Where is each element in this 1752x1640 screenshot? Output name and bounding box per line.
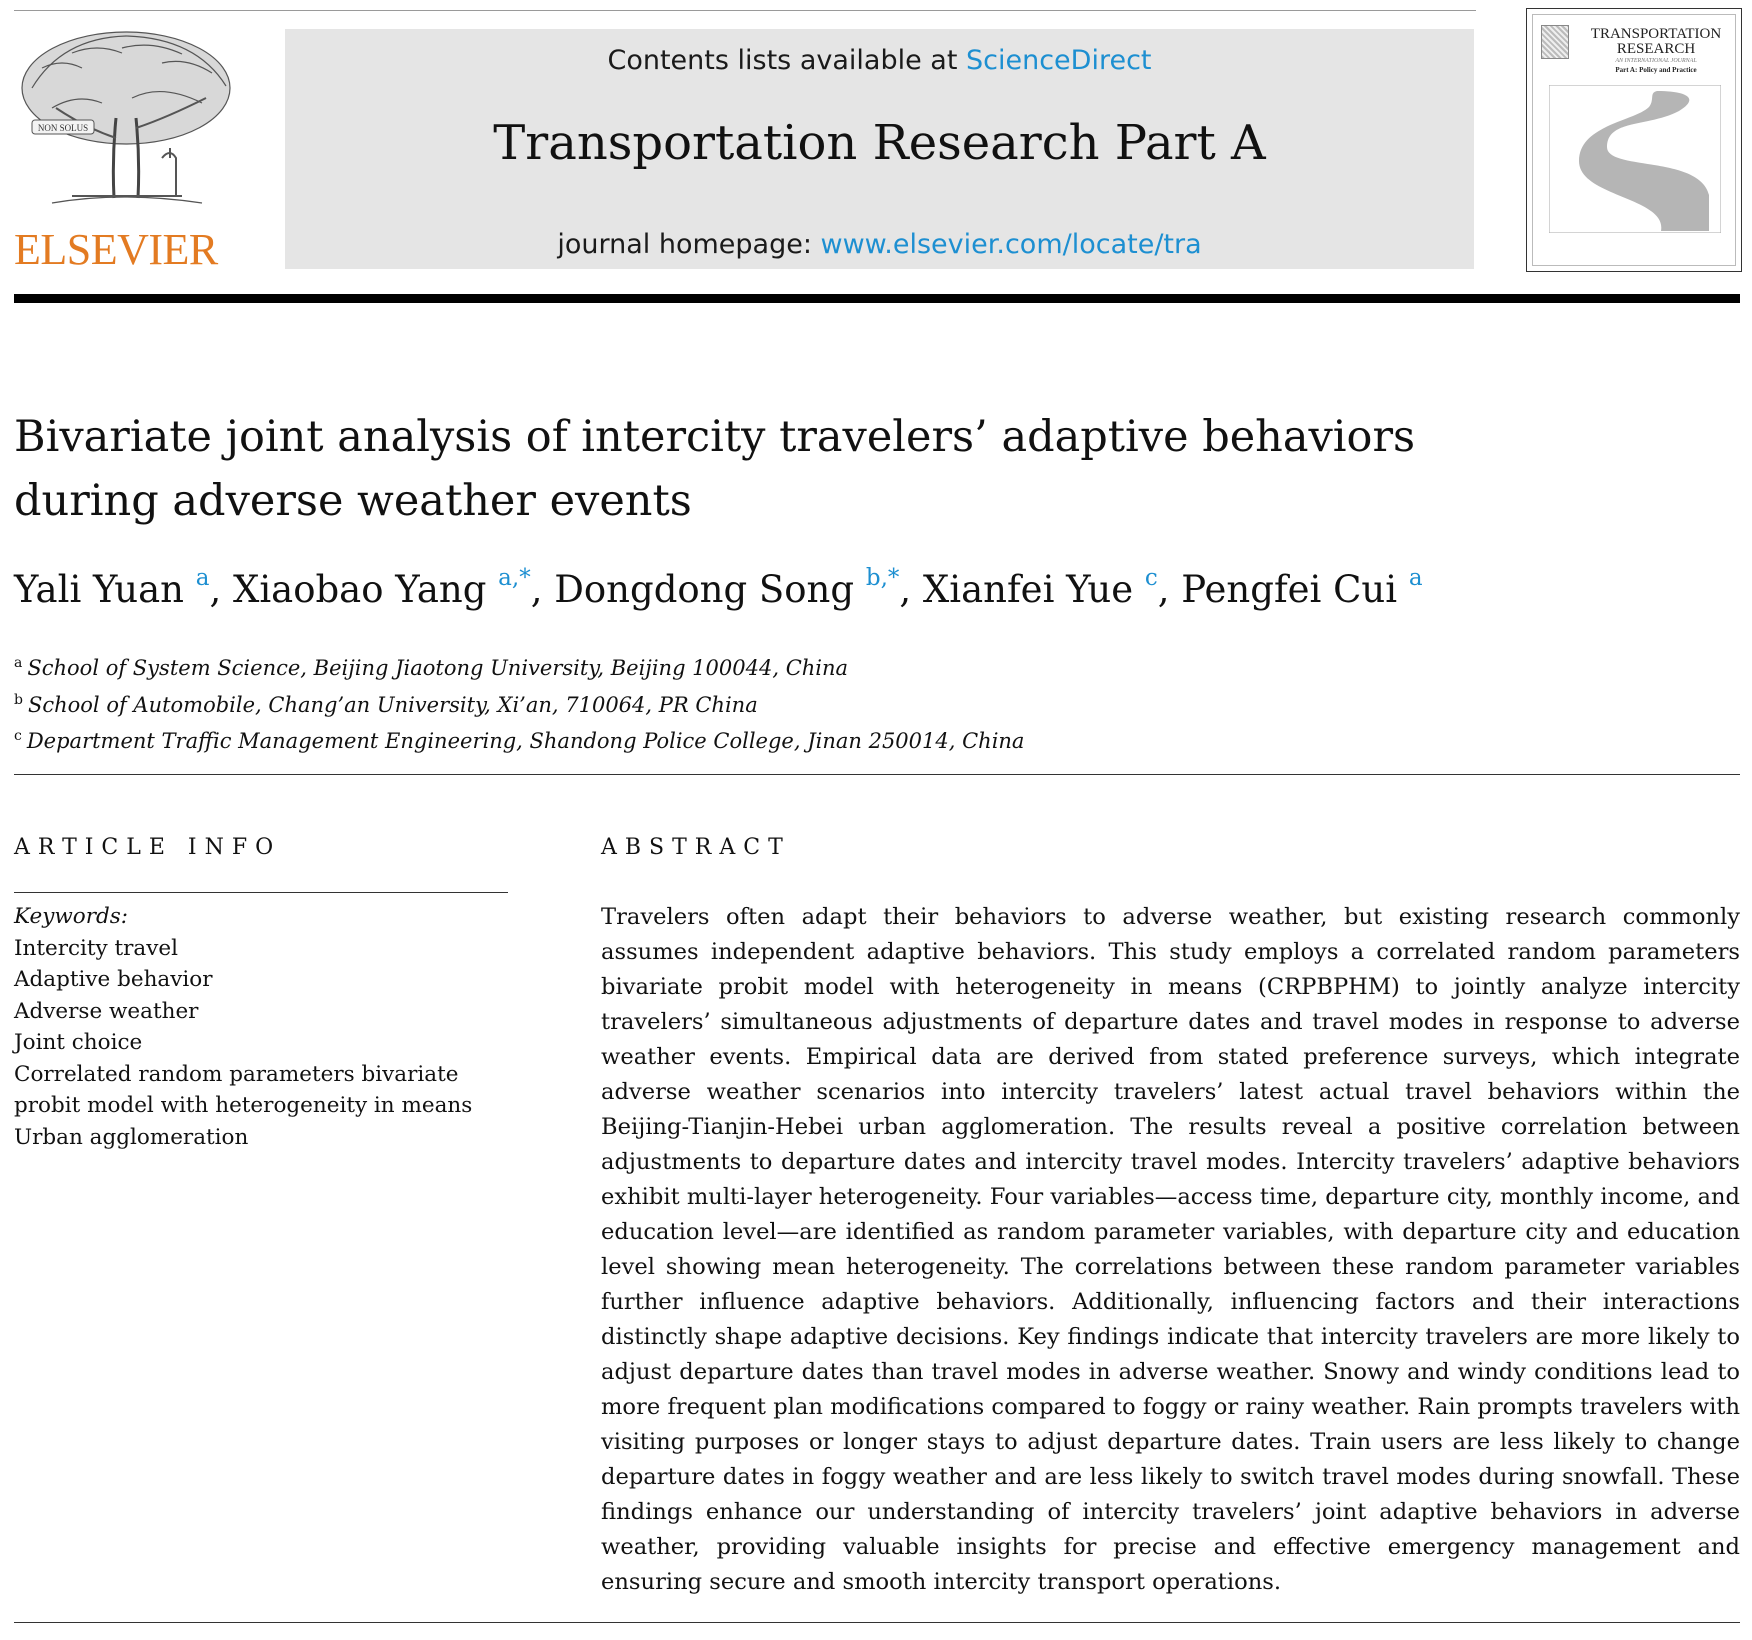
keyword-item: Joint choice xyxy=(14,1030,143,1055)
road-illustration-icon xyxy=(1549,85,1721,233)
keywords-label: Keywords: xyxy=(14,904,129,929)
author-affiliation-mark[interactable]: c xyxy=(1144,564,1158,591)
affiliation-item: $^a$ School of System Science, Beijing Jiaotong University, Beijing 100044, China xyxy=(14,655,849,680)
cover-frame xyxy=(1532,14,1736,266)
elsevier-logo[interactable] xyxy=(12,28,240,274)
section-divider xyxy=(14,774,1740,775)
homepage-link[interactable]: www.elsevier.com/locate/tra xyxy=(820,229,1202,260)
affiliation-item: $^c$ Department Traffic Management Engineering, Shandong Police College, Jinan 250014, China xyxy=(14,728,1025,753)
affiliation-list xyxy=(14,648,1024,758)
keyword-item: Urban agglomeration xyxy=(14,1124,249,1150)
author-name[interactable]: Pengfei Cui xyxy=(1181,568,1398,611)
keyword-item: Adverse weather xyxy=(14,998,199,1024)
cover-title: TRANSPORTATION RESEARCH xyxy=(1590,26,1722,57)
keyword-item: Correlated random parameters bivariate probit model with heterogeneity in means xyxy=(14,1061,473,1118)
keywords-block xyxy=(14,901,514,1153)
bottom-rule xyxy=(14,1622,1740,1623)
author-name[interactable]: Dongdong Song xyxy=(554,568,855,611)
cover-subtitle: AN INTERNATIONAL JOURNAL xyxy=(1615,58,1697,64)
abstract-heading: ABSTRACT xyxy=(601,835,791,860)
cover-part: Part A: Policy and Practice xyxy=(1615,66,1697,74)
publisher-name: ELSEVIER xyxy=(14,225,218,274)
author-name[interactable]: Xiaobao Yang xyxy=(232,568,487,611)
affiliation-item: $^b$ School of Automobile, Chang’an University, Xi’an, 710064, PR China xyxy=(14,691,758,717)
article-info-rule xyxy=(14,892,508,893)
author-affiliation-mark[interactable]: a,* xyxy=(498,564,531,591)
author-affiliation-mark[interactable]: b,* xyxy=(865,564,900,591)
author-affiliation-mark[interactable]: a xyxy=(1408,564,1423,591)
keyword-item: Adaptive behavior xyxy=(14,967,213,992)
abstract-text: Travelers often adapt their behaviors to adverse weather, but existing research commonly assumes independent adaptive behaviors. This study employs a correlated random parameters bivariate probit model with heterogeneity in means (CRPBPHM) to jointly analyze intercity travelers’ simultaneous adjustments of departure dates and travel modes in response to adverse weather events. Empirical data are derived from stated preference surveys, which integrate adverse weather scenarios into intercity travelers’ latest actual travel behaviors within the Beijing-Tianjin-Hebei urban agglomeration. The results reveal a positive correlation between adjustments to departure dates and intercity travel modes. Intercity travelers’ adaptive behaviors exhibit multi-layer heterogeneity. Four variables—access time, departure city, monthly income, and education level—are identified as random parameter variables, with departure city and education level showing mean heterogeneity. The correlations between these random parameter variables further influence adaptive behaviors. Additionally, influencing factors and their interactions distinctly shape adaptive decisions. Key findings indicate that intercity travelers are more likely to adjust departure dates than travel modes in adverse weather. Snowy and windy conditions lead to more frequent plan modifications compared to foggy or rainy weather. Rain prompts travelers with visiting purposes or longer stays to adjust departure dates. Train users are less likely to change departure dates in foggy weather and are less likely to switch travel modes during snowfall. These findings enhance our understanding of intercity travelers’ joint adaptive behaviors in adverse weather, providing valuable insights for precise and effective emergency management and ensuring secure and smooth intercity transport operations. xyxy=(601,904,1740,1595)
svg-text:NON SOLUS: NON SOLUS xyxy=(37,123,89,133)
header-divider xyxy=(14,294,1740,303)
author-list: Yali Yuan $^a$, Xiaobao Yang $^{a,*}$, Dongdong Song $^{b,*}$, Xianfei Yue $^c$, Pengfei Cui $^a$ xyxy=(14,564,1423,611)
journal-cover-thumbnail[interactable] xyxy=(1526,8,1742,272)
sciencedirect-link[interactable]: ScienceDirect xyxy=(966,45,1152,76)
journal-title: Transportation Research Part A xyxy=(493,115,1266,171)
top-rule xyxy=(14,10,1476,11)
article-title: Bivariate joint analysis of intercity travelers’ adaptive behaviors during adverse weather events xyxy=(14,412,1416,526)
homepage-line: journal homepage: www.elsevier.com/locate/tra xyxy=(557,229,1202,260)
author-affiliation-mark[interactable]: a xyxy=(195,564,210,591)
contents-line: Contents lists available at ScienceDirect xyxy=(607,45,1152,76)
cover-publisher-logo-icon xyxy=(1541,25,1569,59)
author-name[interactable]: Yali Yuan xyxy=(14,568,184,611)
keyword-item: Intercity travel xyxy=(14,935,179,961)
tree-logo-icon xyxy=(12,28,240,218)
author-name[interactable]: Xianfei Yue xyxy=(922,568,1134,611)
article-info-heading: ARTICLE INFO xyxy=(14,835,282,860)
journal-banner xyxy=(285,29,1474,269)
